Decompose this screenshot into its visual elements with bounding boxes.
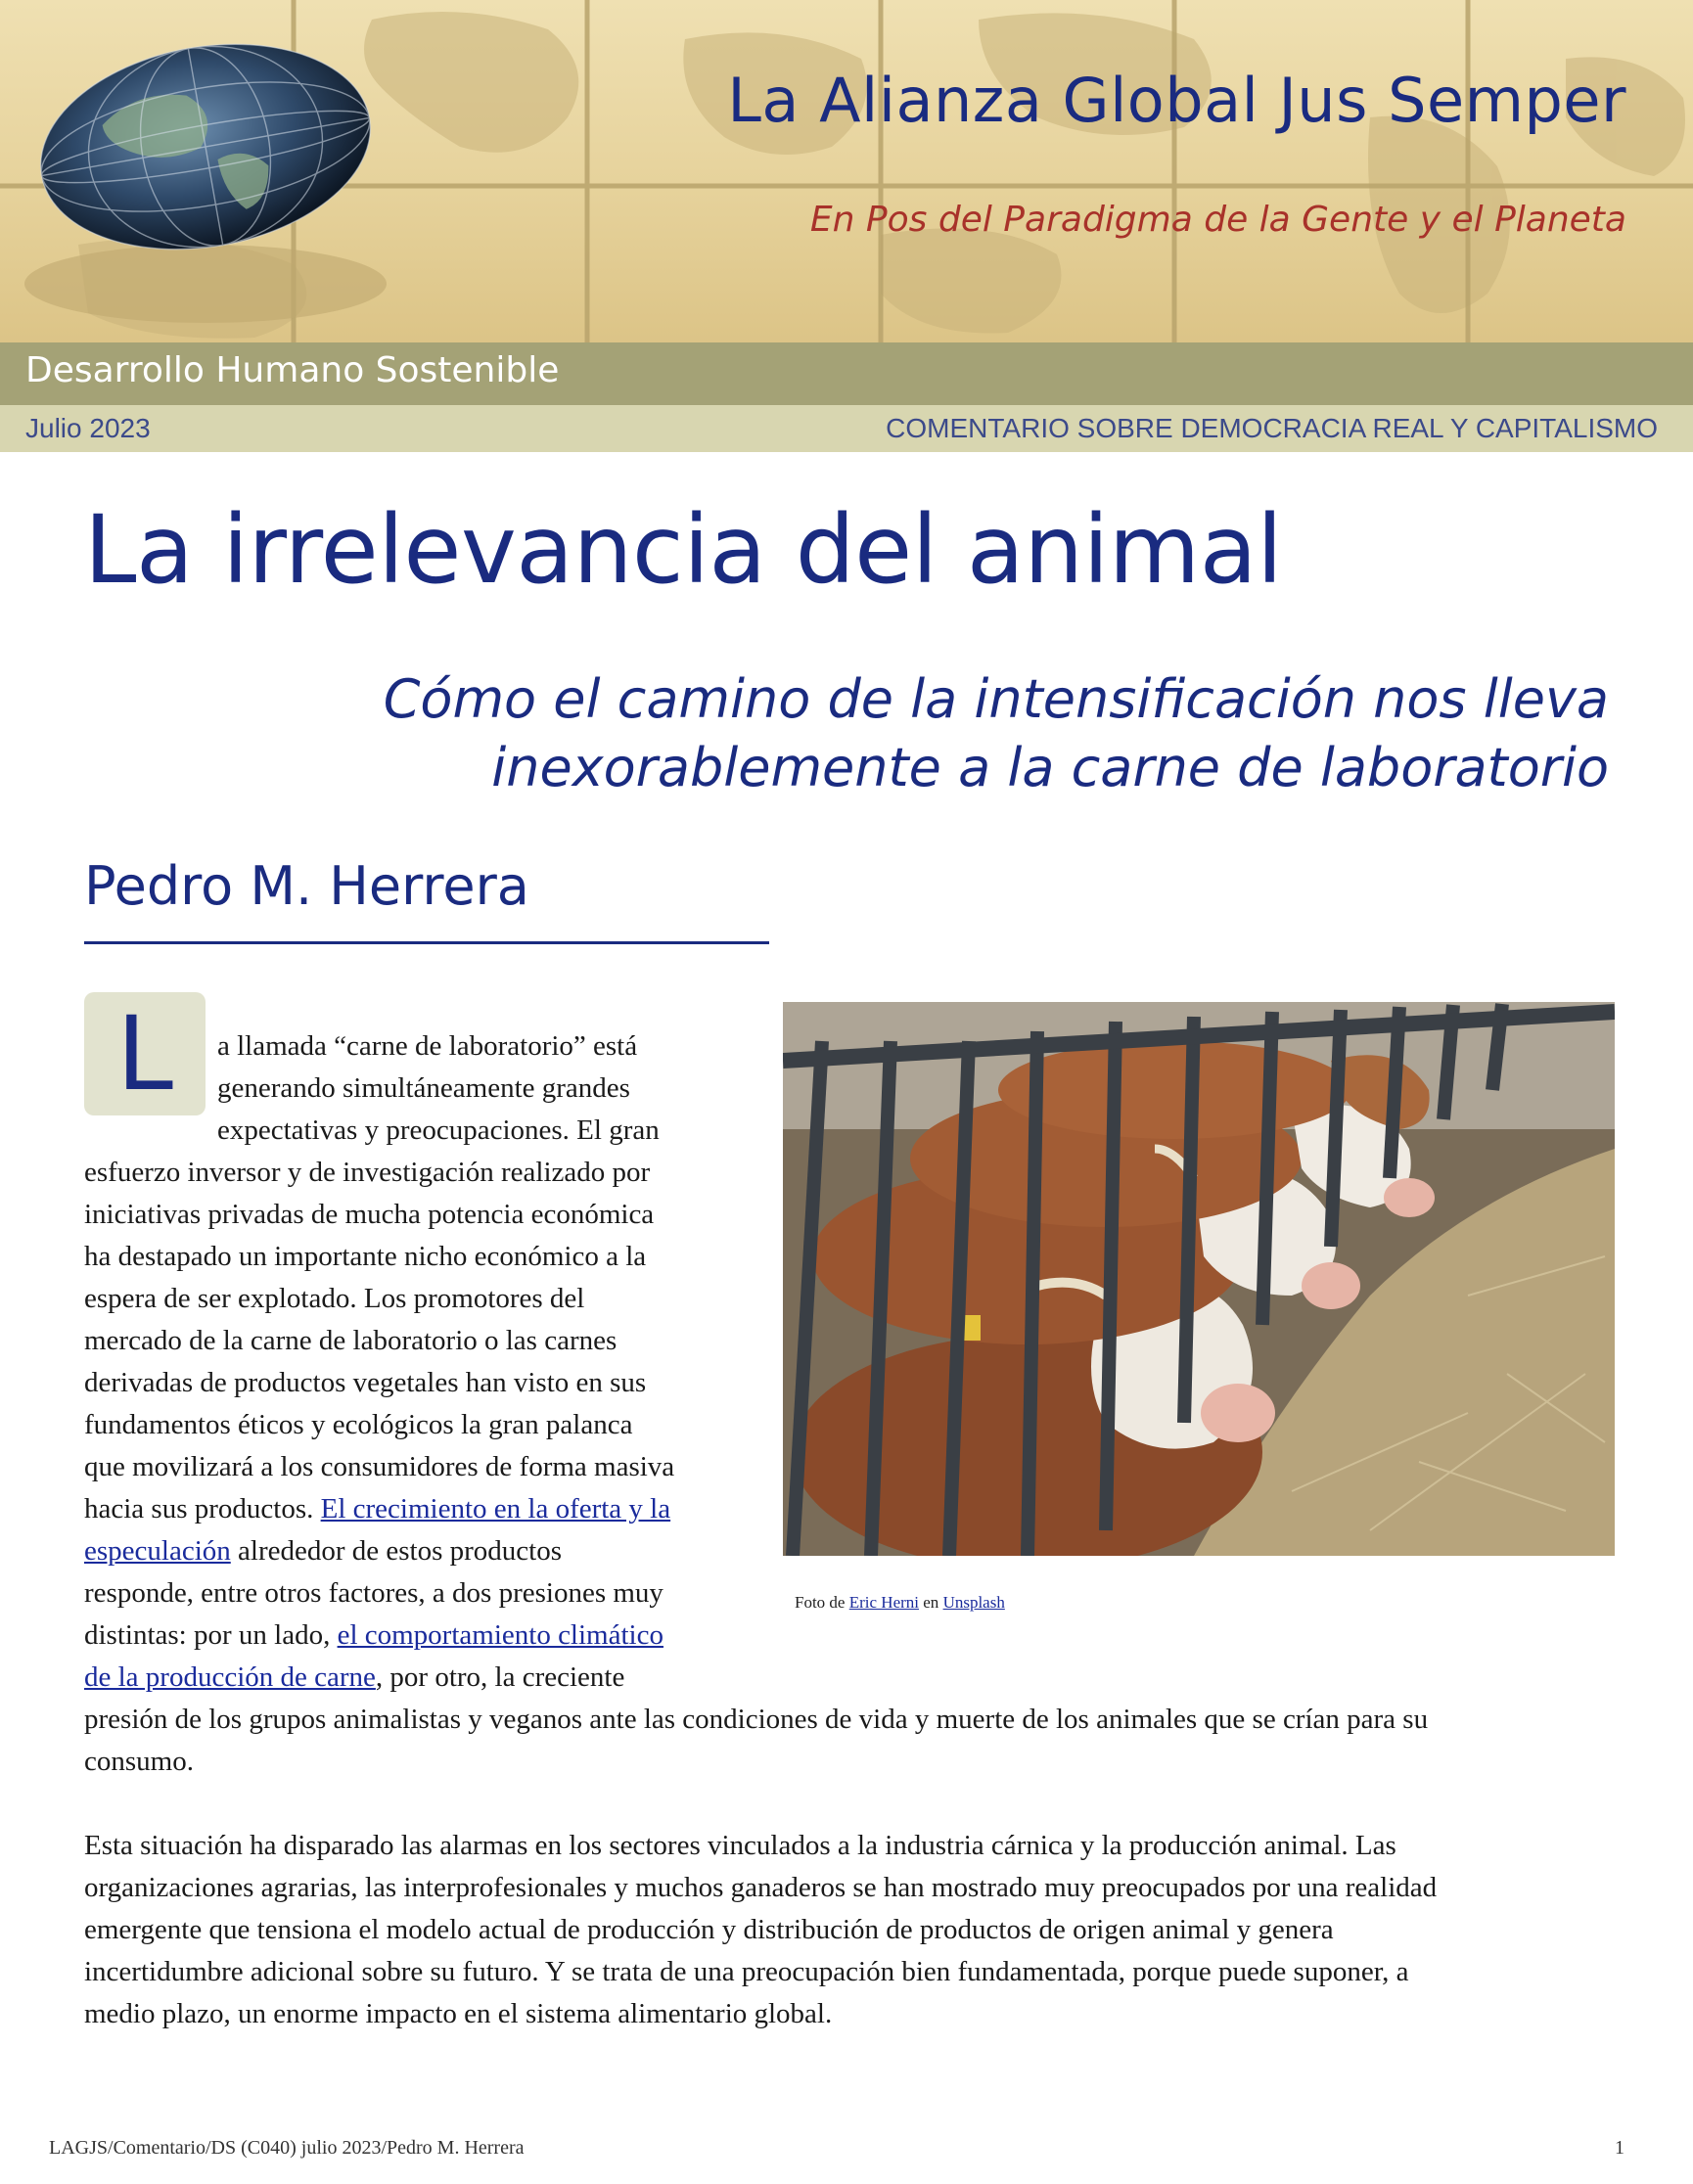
text-line: organizaciones agrarias, las interprofesionales y muchos ganaderos se han mostrado muy preocupados por una realidad	[84, 1872, 1438, 1903]
climate-meat-link[interactable]: el comportamiento climático	[337, 1619, 663, 1651]
text-line	[84, 1488, 1609, 1530]
text-line: responde, entre otros factores, a dos presiones muy	[84, 1577, 663, 1609]
text-line: incertidumbre adicional sobre su futuro. Y se trata de una preocupación bien fundamentada, porque puede suponer, a	[84, 1956, 1409, 1987]
text-line: esfuerzo inversor y de investigación realizado por	[84, 1157, 651, 1188]
site-title: La Alianza Global Jus Semper	[727, 65, 1626, 136]
section-bar	[0, 342, 1693, 405]
subtitle-line-1: Cómo el camino de la intensificación nos lleva	[383, 668, 1609, 730]
author-divider	[84, 941, 769, 944]
text-fragment: , por otro, la creciente	[375, 1661, 625, 1693]
drop-cap: L	[84, 992, 206, 1115]
text-line: derivadas de productos vegetales han visto en sus	[84, 1367, 647, 1398]
text-line: consumo.	[84, 1746, 194, 1777]
text-line: generando simultáneamente grandes	[217, 1072, 630, 1104]
section-label: Desarrollo Humano Sostenible	[25, 350, 560, 390]
text-line: medio plazo, un enorme impacto en el sistema alimentario global.	[84, 1998, 833, 2029]
photo-credit-mid: en	[923, 1593, 939, 1612]
site-tagline: En Pos del Paradigma de la Gente y el Planeta	[809, 200, 1626, 240]
article-title: La irrelevancia del animal	[84, 495, 1283, 605]
paragraph-1	[84, 1025, 1609, 1783]
supply-speculation-link[interactable]: El crecimiento en la oferta y la	[320, 1493, 671, 1524]
page-number: 1	[1615, 2137, 1624, 2159]
author-name: Pedro M. Herrera	[84, 855, 529, 917]
world-map-background	[0, 0, 1693, 342]
climate-meat-link-cont[interactable]: de la producción de carne	[84, 1661, 376, 1693]
text-line: fundamentos éticos y ecológicos la gran palanca	[84, 1409, 633, 1440]
text-fragment: distintas: por un lado,	[84, 1619, 338, 1651]
text-line: ha destapado un importante nicho económico a la	[84, 1241, 647, 1272]
text-line	[84, 1657, 1609, 1699]
publication-date: Julio 2023	[25, 413, 151, 443]
text-line: emergente que tensiona el modelo actual de producción y distribución de productos de origen animal y genera	[84, 1914, 1334, 1945]
paragraph-2	[84, 1825, 1609, 2035]
text-line: presión de los grupos animalistas y veganos ante las condiciones de vida y muerte de los animales que se crían para su	[84, 1704, 1429, 1735]
text-line: espera de ser explotado. Los promotores del	[84, 1283, 585, 1314]
photo-credit-prefix: Foto de	[795, 1593, 846, 1612]
text-fragment: alrededor de estos productos	[230, 1535, 562, 1567]
text-line	[84, 1615, 1609, 1657]
text-line: expectativas y preocupaciones. El gran	[217, 1115, 660, 1146]
article-subtitle	[337, 665, 1609, 802]
text-fragment: hacia sus productos.	[84, 1493, 321, 1524]
subtitle-line-2: inexorablemente a la carne de laboratorio	[491, 737, 1609, 798]
text-line: que movilizará a los consumidores de forma masiva	[84, 1451, 675, 1482]
unsplash-link[interactable]: Unsplash	[942, 1593, 1005, 1612]
text-line: mercado de la carne de laboratorio o las carnes	[84, 1325, 618, 1356]
text-line: a llamada “carne de laboratorio” está	[217, 1030, 638, 1062]
footer-reference: LAGJS/Comentario/DS (C040) julio 2023/Pedro M. Herrera	[49, 2137, 525, 2159]
header-banner	[0, 0, 1693, 342]
text-line	[84, 1530, 1609, 1572]
series-label: COMENTARIO SOBRE DEMOCRACIA REAL Y CAPITALISMO	[886, 413, 1658, 443]
supply-speculation-link-cont[interactable]: especulación	[84, 1535, 231, 1567]
text-line: iniciativas privadas de mucha potencia económica	[84, 1199, 655, 1230]
article-body	[84, 1025, 1609, 2035]
photographer-link[interactable]: Eric Herni	[848, 1593, 920, 1612]
meta-bar	[0, 405, 1693, 452]
text-line: Esta situación ha disparado las alarmas en los sectores vinculados a la industria cárnica y la producción animal. Las	[84, 1830, 1396, 1861]
globe-icon	[24, 20, 387, 274]
